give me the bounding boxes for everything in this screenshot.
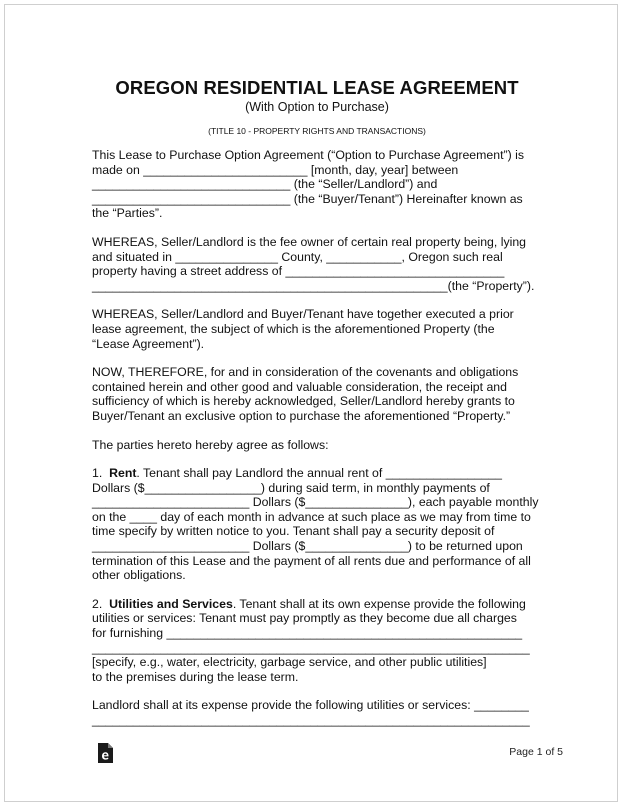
text-line: ________________________________________________________________: [92, 713, 530, 727]
text-line: other obligations.: [92, 568, 186, 583]
text-line: [specify, e.g., water, electricity, garbage service, and other public utilities]: [92, 655, 487, 670]
text-line: Buyer/Tenant an exclusive option to purchase the aforementioned “Property.”: [92, 408, 511, 423]
text-line: WHEREAS, Seller/Landlord and Buyer/Tenant have together executed a prior: [92, 307, 514, 322]
text-line: Landlord shall at its expense provide the following utilities or services: ________: [92, 698, 529, 713]
eforms-logo-icon: [97, 743, 113, 763]
utilities-first-line-text: . Tenant shall at its own expense provide the following: [232, 596, 526, 611]
text-line: lease agreement, the subject of which is the aforementioned Property (the: [92, 321, 495, 336]
document-subtitle: (With Option to Purchase): [245, 100, 389, 114]
whereas-property-paragraph: [92, 235, 542, 293]
text-line: _____________________________ (the “Buyer/Tenant”) Hereinafter known as: [92, 191, 523, 206]
rent-heading: Rent: [109, 466, 137, 481]
utilities-heading: Utilities and Services: [109, 596, 233, 611]
utilities-section: [92, 597, 542, 685]
rent-first-line: [92, 466, 542, 481]
text-line: ________________________________________________________________: [92, 640, 530, 655]
intro-paragraph: [92, 148, 542, 221]
text-line: _______________________ Dollars ($_______________), each payable monthly: [92, 495, 539, 510]
agree-paragraph: [92, 438, 542, 453]
document-title: OREGON RESIDENTIAL LEASE AGREEMENT: [115, 77, 519, 98]
text-line: utilities or services: Tenant must pay promptly as they become due all charges: [92, 611, 517, 626]
text-line: _____________________________ (the “Seller/Landlord”) and: [92, 177, 438, 192]
text-line: to the premises during the lease term.: [92, 669, 299, 684]
document-page: [4, 4, 618, 802]
text-line: made on ________________________ [month, day, year] between: [92, 162, 459, 177]
text-line: The parties hereto hereby agree as follows:: [92, 437, 329, 452]
utilities-first-line: [92, 597, 542, 612]
page-number: Page 1 of 5: [509, 746, 563, 758]
rent-first-line-text: . Tenant shall pay Landlord the annual rent of _________________: [136, 466, 502, 481]
section-number: 2.: [92, 596, 110, 611]
text-line: Dollars ($_________________) during said term, in monthly payments of: [92, 480, 490, 495]
text-line: termination of this Lease and the payment of all rents due and performance of all: [92, 553, 531, 568]
text-line: time specify by written notice to you. Tenant shall pay a security deposit of: [92, 524, 495, 539]
document-body: [92, 76, 542, 728]
text-line: and situated in _______________ County, ___________, Oregon such real: [92, 249, 503, 264]
text-line: WHEREAS, Seller/Landlord is the fee owner of certain real property being, lying: [92, 234, 527, 249]
text-line: on the ____ day of each month in advance at such place as we may from time to: [92, 509, 531, 524]
text-line: ____________________________________________________(the “Property”).: [92, 278, 535, 293]
text-line: “Lease Agreement”).: [92, 336, 205, 351]
text-line: NOW, THEREFORE, for and in consideration of the covenants and obligations: [92, 365, 519, 380]
text-line: _______________________ Dollars ($_______________) to be returned upon: [92, 539, 523, 554]
text-line: This Lease to Purchase Option Agreement (“Option to Purchase Agreement”) is: [92, 148, 524, 162]
whereas-lease-paragraph: [92, 307, 542, 351]
text-line: sufficiency of which is hereby acknowledged, Seller/Landlord hereby grants to: [92, 394, 515, 409]
rent-section: [92, 466, 542, 583]
now-therefore-paragraph: [92, 365, 542, 423]
text-line: property having a street address of ________________________________: [92, 264, 505, 279]
text-line: contained herein and other good and valuable consideration, the receipt and: [92, 379, 507, 394]
landlord-utilities-paragraph: [92, 698, 542, 727]
section-number: 1.: [92, 466, 110, 481]
text-line: for furnishing ____________________________________________________: [92, 626, 523, 641]
text-line: the “Parties”.: [92, 206, 163, 221]
document-statute: (TITLE 10 - PROPERTY RIGHTS AND TRANSACTIONS): [208, 126, 426, 136]
